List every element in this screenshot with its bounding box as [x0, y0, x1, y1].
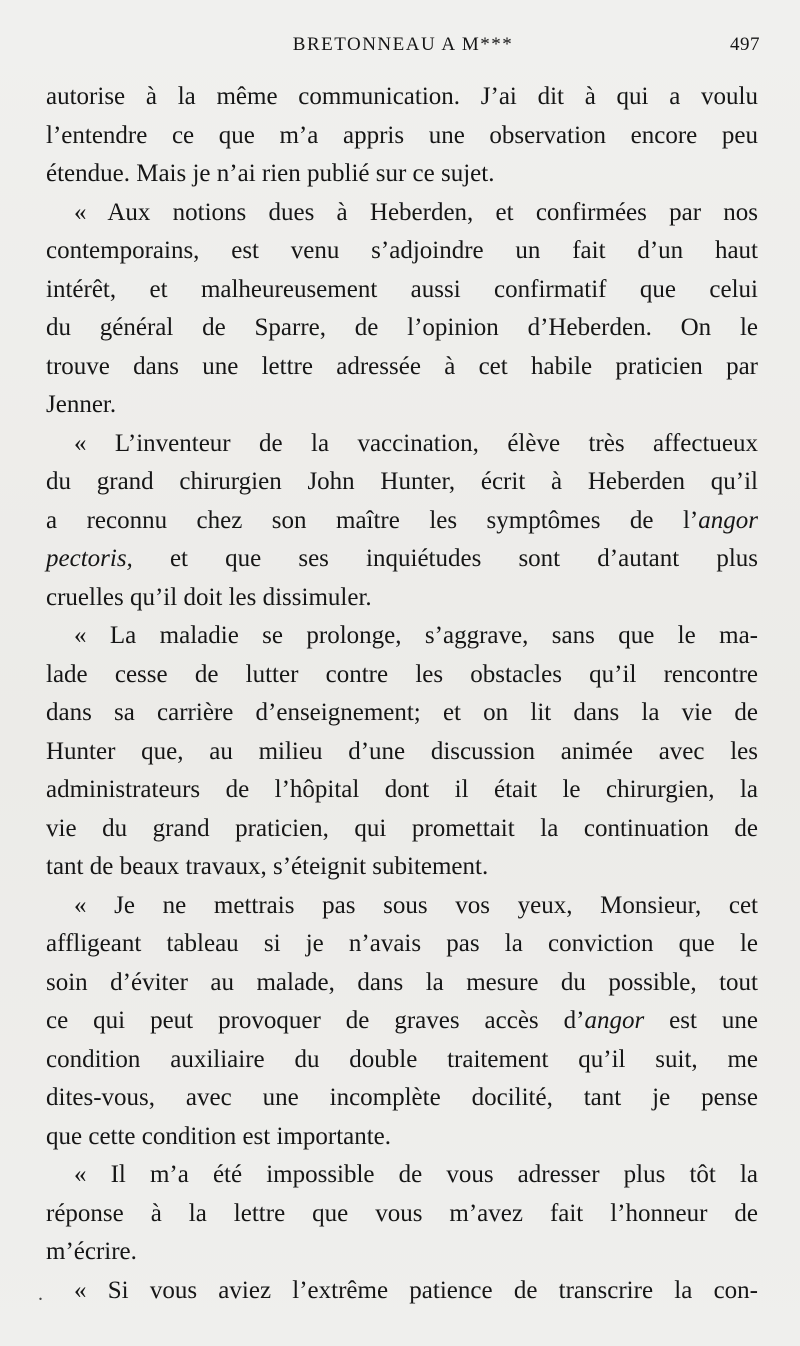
text-line: autorise à la même communication. J’ai dit à qui a voulu — [46, 83, 758, 110]
text-line: tant de beaux travaux, s’éteignit subitement. — [46, 853, 489, 880]
stray-mark: . — [38, 1283, 43, 1305]
text-line: Hunter que, au milieu d’une discussion animée avec les — [46, 737, 758, 765]
text-line: dites-vous, avec une incomplète docilité, tant je pense — [46, 1084, 758, 1111]
italic-term: angor — [698, 506, 758, 534]
text-line: l’entendre ce que m’a appris une observation encore peu — [46, 121, 758, 149]
text-line: trouve dans une lettre adressée à cet habile praticien par — [46, 352, 758, 380]
text-line: administrateurs de l’hôpital dont il était le chirurgien, la — [46, 776, 758, 803]
text-line: étendue. Mais je n’ai rien publié sur ce sujet. — [46, 160, 495, 187]
text-line: que cette condition est importante. — [46, 1122, 392, 1150]
page-number: 497 — [730, 34, 760, 55]
text-line: du grand chirurgien John Hunter, écrit à Heberden qu’il — [46, 468, 758, 495]
text-line: vie du grand praticien, qui promettait la continuation de — [46, 814, 758, 842]
text-line: « Aux notions dues à Heberden, et confirmées par nos — [74, 198, 758, 226]
text-line: cruelles qu’il doit les dissimuler. — [46, 583, 372, 611]
text-line: « Si vous aviez l’extrême patience de transcrire la con- — [74, 1276, 758, 1304]
text-line: soin d’éviter au malade, dans la mesure du possible, tout — [46, 968, 758, 996]
text-line: ce qui peut provoquer de graves accès d’angor est une — [46, 1007, 758, 1034]
text-line: « Je ne mettrais pas sous vos yeux, Monsieur, cet — [74, 891, 758, 919]
italic-term: angor — [584, 1007, 645, 1034]
text-line: condition auxiliaire du double traitement qu’il suit, me — [46, 1045, 758, 1073]
text-line: intérêt, et malheureusement aussi confirmatif que celui — [46, 275, 758, 303]
text-line: « Il m’a été impossible de vous adresser plus tôt la — [74, 1161, 758, 1188]
text-line: « L’inventeur de la vaccination, élève très affectueux — [74, 429, 758, 457]
text-line: « La maladie se prolonge, s’aggrave, sans que le ma- — [74, 622, 758, 649]
text-line: dans sa carrière d’enseignement; et on lit dans la vie de — [46, 699, 758, 726]
text-line: réponse à la lettre que vous m’avez fait l’honneur de — [46, 1199, 758, 1227]
text-line: a reconnu chez son maître les symptômes de l’angor — [46, 506, 758, 534]
page-header — [46, 34, 760, 62]
text-line: du général de Sparre, de l’opinion d’Heberden. On le — [46, 314, 758, 341]
body-text — [46, 78, 758, 1310]
text-line: affligeant tableau si je n’avais pas la conviction que le — [46, 930, 758, 957]
text-line: contemporains, est venu s’adjoindre un fait d’un haut — [46, 237, 758, 264]
text-line: lade cesse de lutter contre les obstacles qu’il rencontre — [46, 660, 758, 688]
text-line: Jenner. — [46, 391, 117, 418]
text-line: m’écrire. — [46, 1238, 137, 1265]
text-line: pectoris, et que ses inquiétudes sont d’autant plus — [46, 545, 758, 572]
running-title: BRETONNEAU A M*** — [292, 34, 514, 55]
italic-term: pectoris, — [46, 545, 133, 572]
